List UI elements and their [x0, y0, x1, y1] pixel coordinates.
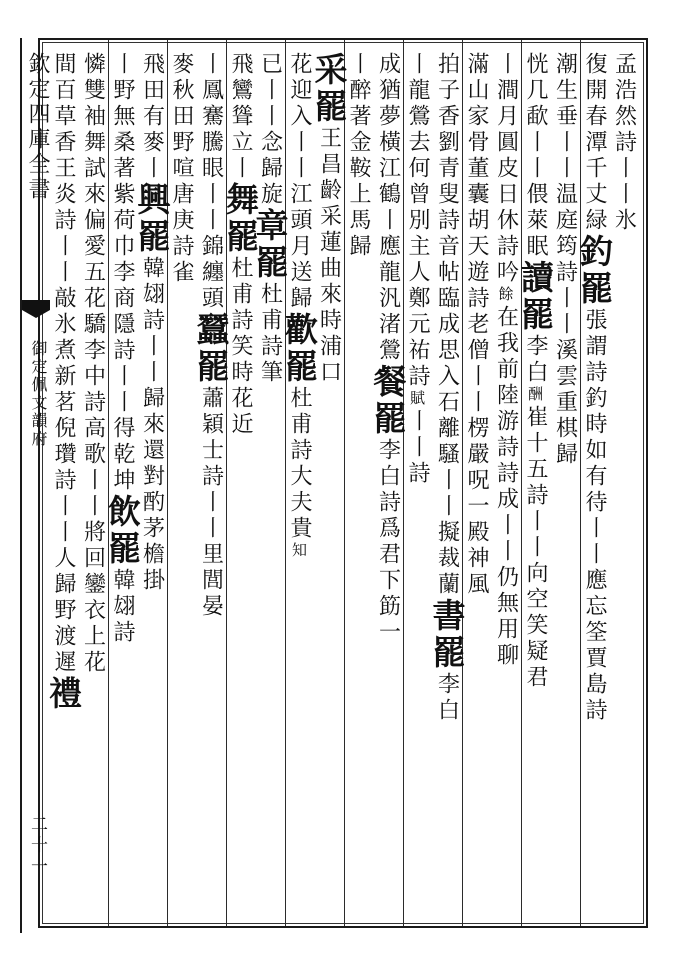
headword: 釣 [575, 234, 614, 271]
text-column [191, 52, 231, 912]
text-run: 滿山家骨董囊胡天遊詩老僧丨丨楞嚴呪一殿神風 [464, 52, 489, 598]
text-run: 飛鸞聳立丨 [228, 52, 253, 182]
text-run: 恍几歃丨丨偎萊眠 [523, 52, 548, 260]
text-run: 丨丨詩 [405, 409, 430, 487]
headword: 罷 [427, 635, 467, 672]
text-run: 飛田有麥丨 [139, 52, 165, 182]
small-annotation: 酬 [526, 386, 544, 405]
small-annotation: 賦 [408, 390, 426, 409]
text-run: 崔十五詩丨丨向空笑疑君 [523, 405, 548, 691]
text-column [168, 52, 198, 912]
headword: 罷 [103, 531, 142, 568]
text-column [44, 52, 83, 912]
text-run: 王昌齡采蓮曲來時浦口 [316, 126, 342, 386]
headword: 采 [309, 52, 349, 89]
text-run: 拍子香劉青叟詩音帖臨成思入石離騷丨丨擬裁蘭 [434, 52, 460, 598]
text-run: 孟浩然詩丨丨氷 [611, 52, 637, 234]
headword: 罷 [368, 401, 408, 438]
headword: 罷 [309, 89, 349, 126]
text-column [103, 52, 142, 912]
headword: 書 [427, 598, 467, 635]
headword: 餐 [368, 364, 408, 401]
headword: 罷 [575, 271, 614, 308]
text-run: 韓翃詩丨丨歸來還對酌茅檐掛 [139, 256, 165, 594]
page-number: 二十一 [27, 815, 47, 878]
headword: 罷 [280, 349, 319, 386]
volume-title: 御定佩文韻府 [29, 340, 48, 448]
headword: 蠶 [191, 312, 231, 349]
headword: 興 [132, 182, 172, 219]
text-run: 丨龍鶯去何曾別主人鄭元祐詩 [405, 52, 430, 390]
headword: 飲 [103, 494, 142, 531]
text-column [575, 52, 614, 912]
text-column [516, 52, 555, 912]
headword: 讀 [516, 260, 555, 297]
text-column [280, 52, 319, 912]
text-column [221, 52, 260, 912]
text-column [611, 52, 641, 912]
text-column [250, 52, 290, 912]
text-run: 蕭穎士詩丨丨里閭晏 [198, 386, 224, 620]
headword: 章 [250, 208, 290, 245]
headword: 罷 [516, 297, 555, 334]
text-run: 花迎入丨丨江頭月送歸 [287, 52, 312, 312]
text-column [493, 52, 523, 912]
text-run: 杜甫詩筆 [257, 282, 283, 386]
text-column [368, 52, 408, 912]
text-column [552, 52, 582, 912]
text-run: 眼丨丨錦纏頭 [198, 156, 224, 312]
text-column [404, 52, 434, 912]
book-title: 欽定四庫全書 [25, 52, 50, 202]
text-run: 丨澗月圓皮日休詩吟 [493, 52, 519, 286]
headword: 歡 [280, 312, 319, 349]
text-run: 在我前陸游詩詩成丨丨仍無用聊 [493, 305, 519, 669]
headword: 舞 [221, 182, 260, 219]
text-column [427, 52, 467, 912]
text-column [345, 52, 375, 912]
text-run: 已丨丨念歸旋 [257, 52, 283, 208]
text-run: 杜甫詩笑時花近 [228, 256, 253, 438]
text-column [463, 52, 493, 912]
text-run: 李白詩爲君下筯一 [375, 438, 401, 646]
text-run: 著紫荷巾李商隱詩丨丨得乾坤 [110, 156, 135, 494]
headword: 罷 [132, 219, 172, 256]
text-run: 張謂詩釣時如有待丨丨應忘筌賈島詩 [582, 308, 607, 724]
text-run: 復開春潭千丈緑 [582, 52, 607, 234]
headword: 罷 [221, 219, 260, 256]
text-run: 杜甫詩大夫貴 [287, 386, 312, 542]
small-annotation: 餘 [496, 286, 515, 305]
text-column [132, 52, 172, 912]
small-annotation: 知 [290, 542, 308, 561]
headword: 禮 [44, 676, 83, 713]
text-run: 丨鳳騫騰 [198, 52, 224, 156]
text-run: 間百草香王炎詩丨丨敲氷煮新茗倪瓚詩丨丨人歸野渡遲 [51, 52, 76, 676]
text-run: 丨醉著金鞍上馬歸 [346, 52, 371, 260]
text-run: 李白 [523, 334, 548, 386]
text-column [80, 52, 110, 912]
text-run: 潮生垂丨丨温庭筠詩丨丨溪雲重棋歸 [552, 52, 578, 468]
headword: 罷 [191, 349, 231, 386]
text-run: 丨野無桑 [110, 52, 135, 156]
headword: 罷 [250, 245, 290, 282]
text-column [309, 52, 349, 912]
text-run: 成猶夢橫江鶴丨應龍汎渚鶯 [375, 52, 401, 364]
text-run: 麥秋田野喧唐庚詩雀 [169, 52, 194, 286]
text-run: 韓翃詩 [110, 568, 135, 646]
text-run: 李白 [434, 672, 460, 724]
text-run: 憐雙袖舞試來偏愛五花驕李中詩高歌丨丨將回鑾衣上花 [80, 52, 106, 676]
